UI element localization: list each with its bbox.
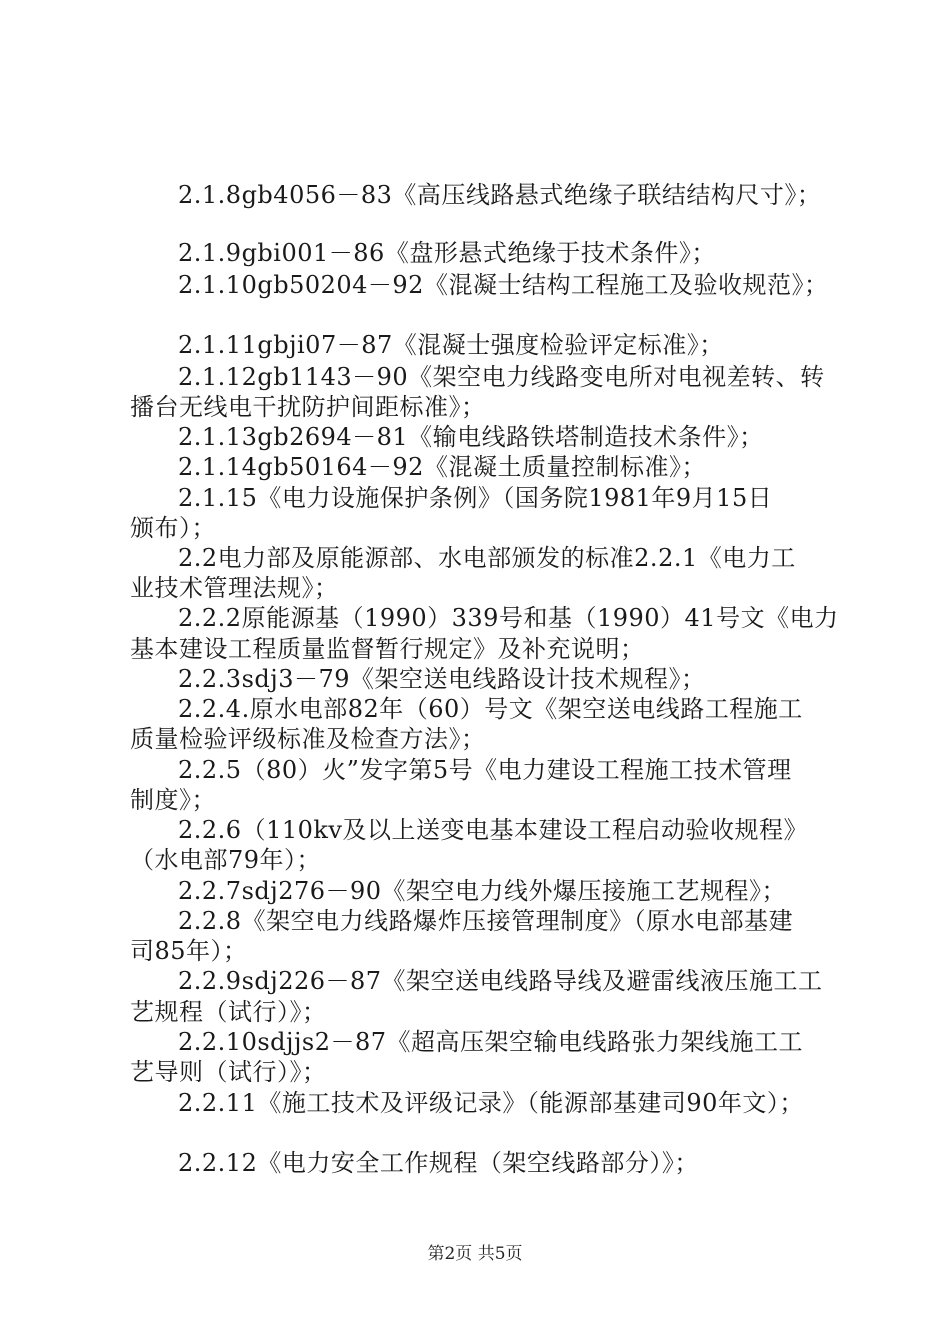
text-line: 艺导则（试行）》； [130, 1058, 327, 1086]
text-line: 2.1.8gb4056－83《高压线路悬式绝缘子联结结构尺寸》； [178, 181, 822, 209]
text-line: 2.1.10gb50204－92《混凝士结构工程施工及验收规范》； [178, 271, 829, 299]
text-line: 制度》； [130, 786, 216, 814]
text-line: 2.2.6（110kv及以上送变电基本建设工程启动验收规程》 [178, 816, 808, 844]
text-line: 2.1.11gbji07－87《混凝士强度检验评定标准》； [178, 331, 724, 359]
text-line: 业技术管理法规》； [130, 574, 339, 602]
text-line: 2.2.5（80）火”发字第5号《电力建设工程施工技术管理 [178, 756, 792, 784]
text-line: 2.1.12gb1143－90《架空电力线路变电所对电视差转、转 [178, 363, 825, 391]
text-line: 艺规程（试行）》； [130, 998, 327, 1026]
text-line: 2.2.4.原水电部82年（60）号文《架空送电线路工程施工 [178, 695, 803, 723]
text-line: 播台无线电干扰防护间距标准》； [130, 393, 486, 421]
text-line: 2.2.12《电力安全工作规程（架空线路部分）》； [178, 1149, 699, 1177]
text-line: 2.2.10sdjjs2－87《超高压架空输电线路张力架线施工工 [178, 1028, 804, 1056]
text-line: 2.2.3sdj3－79《架空送电线路设计技术规程》； [178, 665, 706, 693]
text-line: （水电部79年）； [130, 846, 322, 874]
text-line: 2.2.7sdj276－90《架空电力线外爆压接施工艺规程》； [178, 877, 787, 905]
text-line: 2.2.11《施工技术及评级记录》（能源部基建司90年文）； [178, 1089, 804, 1117]
text-line: 2.1.9gbi001－86《盘形悬式绝缘于技术条件》； [178, 239, 716, 267]
text-line: 2.1.13gb2694－81《输电线路铁塔制造技术条件》； [178, 423, 764, 451]
text-line: 质量检验评级标准及检查方法》； [130, 725, 486, 753]
text-line: 2.2电力部及原能源部、水电部颁发的标准2.2.1《电力工 [178, 544, 796, 572]
text-line: 2.1.14gb50164－92《混凝土质量控制标准》； [178, 453, 706, 481]
text-line: 2.2.2原能源基（1990）339号和基（1990）41号文《电力 [178, 604, 839, 632]
text-line: 2.1.15《电力设施保护条例》（国务院1981年9月15日 [178, 484, 773, 512]
page-footer: 第2页 共5页 [427, 1244, 523, 1264]
text-line: 基本建设工程质量监督暂行规定》及补充说明； [130, 635, 645, 663]
text-line: 2.2.8《架空电力线路爆炸压接管理制度》（原水电部基建 [178, 907, 794, 935]
text-line: 颁布）； [130, 514, 216, 542]
text-line: 2.2.9sdj226－87《架空送电线路导线及避雷线液压施工工 [178, 967, 823, 995]
text-line: 司85年）； [130, 937, 248, 965]
